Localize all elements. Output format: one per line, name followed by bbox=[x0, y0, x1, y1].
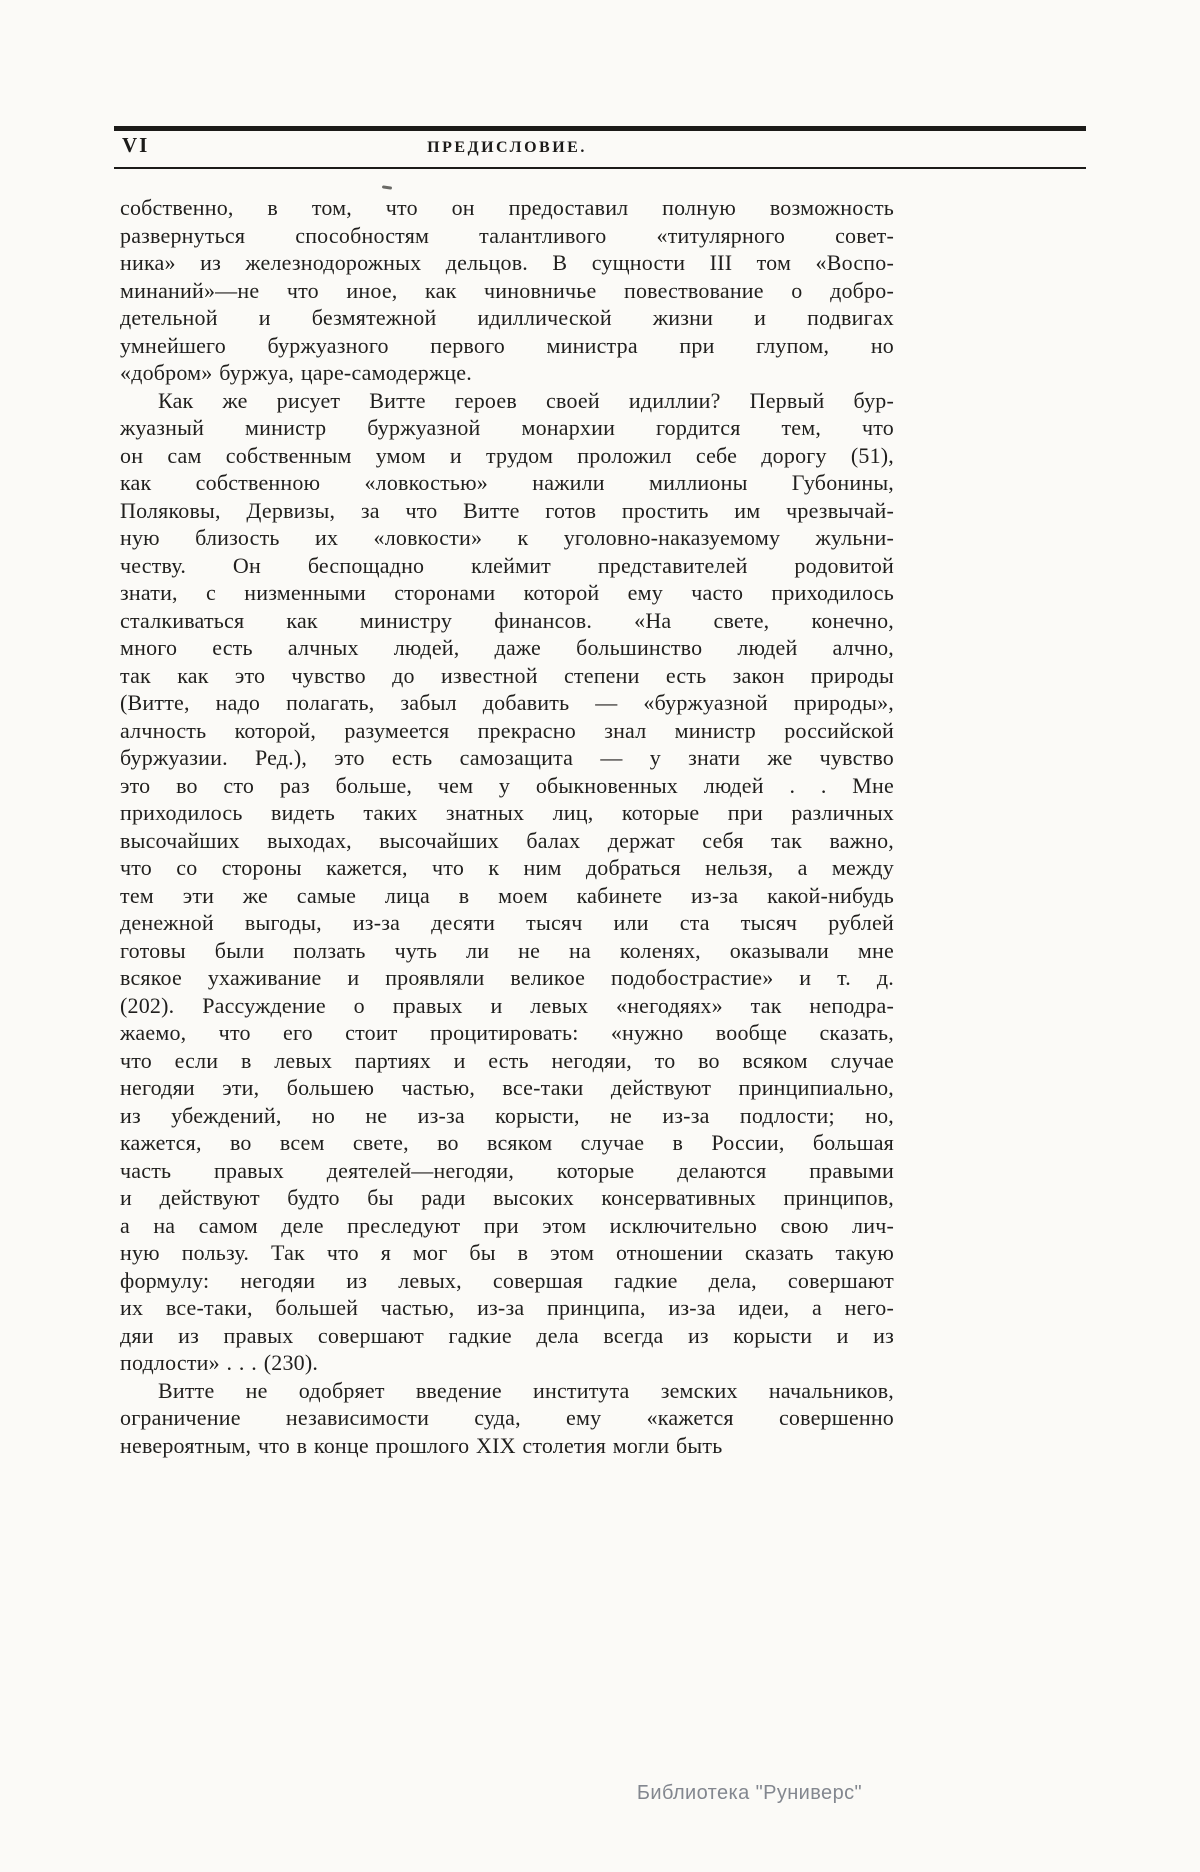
text-line: ника» из железнодорожных дельцов. В сущности III том «Воспо- bbox=[120, 250, 894, 275]
text-line: алчность которой, разумеется прекрасно знал министр российской bbox=[120, 717, 894, 743]
text-line: много есть алчных людей, даже большинство людей алчно, bbox=[120, 635, 894, 660]
text-line: как собственною «ловкостью» нажили миллионы Губонины, bbox=[120, 470, 894, 495]
paragraph bbox=[120, 1377, 894, 1460]
text-line: дяи из правых совершают гадкие дела всегда из корысти и из bbox=[120, 1322, 894, 1348]
paragraph bbox=[120, 194, 894, 387]
header-rule-thin bbox=[114, 167, 1086, 169]
running-title: ПРЕДИСЛОВИЕ. bbox=[427, 139, 587, 156]
text-line: из убеждений, но не из-за корысти, не из-за подлости; но, bbox=[120, 1102, 894, 1128]
text-line: их все-таки, большей частью, из-за принципа, из-за идеи, а него- bbox=[120, 1295, 894, 1320]
header-rule-thick bbox=[114, 126, 1086, 131]
text-line: приходилось видеть таких знатных лиц, которые при различных bbox=[120, 800, 894, 825]
text-line: развернуться способностям талантливого «титулярного совет- bbox=[120, 222, 894, 248]
text-line: невероятным, что в конце прошлого XIX столетия могли быть bbox=[120, 1432, 723, 1458]
text-line: ную близость их «ловкости» к уголовно-наказуемому жульни- bbox=[120, 525, 894, 550]
text-line: он сам собственным умом и трудом проложил себе дорогу (51), bbox=[120, 442, 894, 468]
text-line: ную пользу. Так что я мог бы в этом отношении сказать такую bbox=[120, 1240, 894, 1265]
text-line: что если в левых партиях и есть негодяи, то во всяком случае bbox=[120, 1047, 894, 1073]
text-line: умнейшего буржуазного первого министра при глупом, но bbox=[120, 332, 894, 358]
text-line: тем эти же самые лица в моем кабинете из-за какой-нибудь bbox=[120, 882, 894, 908]
text-line: это во сто раз больше, чем у обыкновенных людей . . Мне bbox=[120, 772, 894, 798]
text-line: готовы были ползать чуть ли не на коленях, оказывали мне bbox=[120, 937, 894, 963]
text-line: жаемо, что его стоит процитировать: «нужно вообще сказать, bbox=[120, 1020, 894, 1045]
text-line: сталкиваться как министру финансов. «На свете, конечно, bbox=[120, 607, 894, 633]
page-body bbox=[120, 194, 894, 1459]
text-line: буржуазии. Ред.), это есть самозащита — у знати же чувство bbox=[120, 745, 894, 770]
text-line: Поляковы, Дервизы, за что Витте готов простить им чрезвычай- bbox=[120, 497, 894, 523]
scan-artifact bbox=[382, 185, 392, 189]
text-line: кажется, во всем свете, во всяком случае в России, большая bbox=[120, 1130, 894, 1155]
text-line: «добром» буржуа, царе-самодержце. bbox=[120, 360, 472, 385]
text-line: (202). Рассуждение о правых и левых «негодяях» так неподра- bbox=[120, 992, 894, 1018]
text-line: Витте не одобряет введение института земских начальников, bbox=[158, 1377, 894, 1403]
text-line: знати, с низменными сторонами которой ему часто приходилось bbox=[120, 580, 894, 605]
page-number: VI bbox=[122, 133, 150, 157]
text-line: так как это чувство до известной степени есть закон природы bbox=[120, 662, 894, 688]
text-line: часть правых деятелей—негодяи, которые делаются правыми bbox=[120, 1157, 894, 1183]
text-line: Как же рисует Витте героев своей идиллии? Первый бур- bbox=[158, 387, 894, 413]
text-line: ограничение независимости суда, ему «кажется совершенно bbox=[120, 1405, 894, 1430]
text-line: формулу: негодяи из левых, совершая гадкие дела, совершают bbox=[120, 1267, 894, 1293]
text-line: подлости» . . . (230). bbox=[120, 1350, 319, 1375]
paragraph bbox=[120, 387, 894, 1377]
text-line: что со стороны кажется, что к ним добраться нельзя, а между bbox=[120, 855, 894, 880]
text-line: денежной выгоды, из-за десяти тысяч или ста тысяч рублей bbox=[120, 910, 894, 935]
text-line: и действуют будто бы ради высоких консервативных принципов, bbox=[120, 1185, 894, 1210]
text-line: негодяи эти, большею частью, все-таки действуют принципиально, bbox=[120, 1075, 894, 1100]
library-watermark: Библиотека "Руниверс" bbox=[636, 1782, 862, 1804]
text-line: всякое ухаживание и проявляли великое подобострастие» и т. д. bbox=[120, 965, 894, 990]
text-line: собственно, в том, что он предоставил полную возможность bbox=[120, 195, 894, 220]
text-line: а на самом деле преследуют при этом исключительно свою лич- bbox=[120, 1212, 894, 1238]
text-line: (Витте, надо полагать, забыл добавить — «буржуазной природы», bbox=[120, 690, 894, 715]
text-line: жуазный министр буржуазной монархии гордится тем, что bbox=[120, 415, 894, 440]
text-line: честву. Он беспощадно клеймит представителей родовитой bbox=[120, 552, 894, 578]
text-line: минаний»—не что иное, как чиновничье повествование о добро- bbox=[120, 277, 894, 303]
text-line: детельной и безмятежной идиллической жизни и подвигах bbox=[120, 305, 894, 330]
text-line: высочайших выходах, высочайших балах держат себя так важно, bbox=[120, 827, 894, 853]
